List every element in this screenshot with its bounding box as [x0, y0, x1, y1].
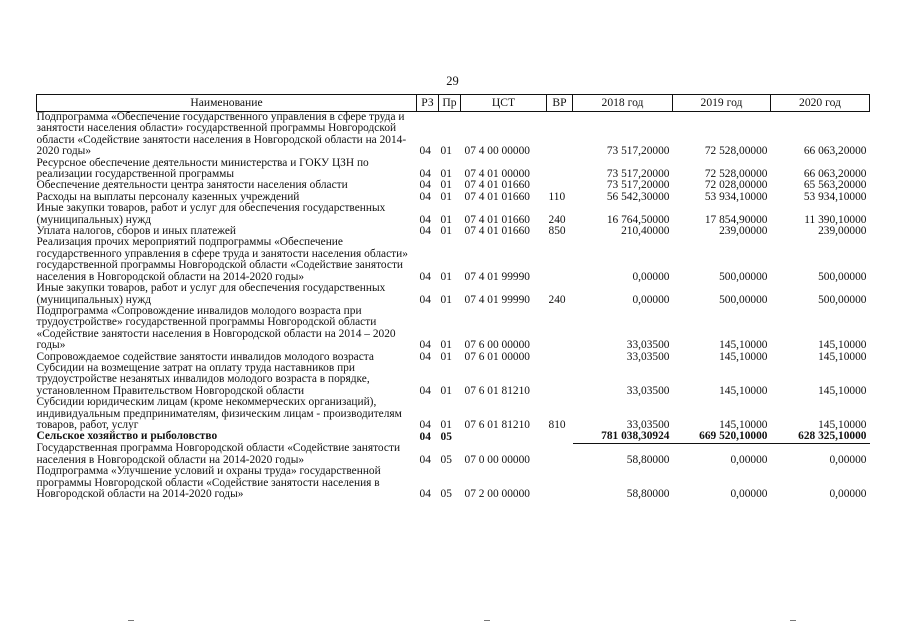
cell-name: Подпрограмма «Обеспечение государственного управления в сфере труда и занятости населения области» государственной программы Новгородской области «Содействие занятости населения в Новгородской области на 2014-2020 годы» — [36, 111, 407, 158]
cell-2020: 11 390,10000 — [804, 213, 867, 226]
cell-name: Субсидии на возмещение затрат на оплату труда наставников при трудоустройстве незанятых инвалидов молодого возраста в порядке, установленном Правительством Новгородской области — [36, 361, 370, 397]
header-rz: РЗ — [417, 95, 439, 112]
cell-name: Государственная программа Новгородской области «Содействие занятости населения в Новгородской области на 2014-2020 годы» — [36, 442, 401, 466]
header-2019: 2019 год — [673, 95, 771, 112]
page-number: 29 — [446, 74, 459, 88]
cell-pr: 01 — [440, 339, 452, 352]
cell-cst: 07 4 01 00000 — [464, 168, 530, 181]
cell-2019: 72 528,00000 — [704, 168, 768, 181]
cell-pr: 01 — [440, 168, 452, 181]
cell-2019: 500,00000 — [719, 270, 768, 283]
cell-2020: 145,10000 — [818, 418, 867, 431]
table-row — [37, 158, 870, 181]
cell-2018: 73 517,20000 — [606, 168, 670, 181]
cell-2018: 58,80000 — [626, 487, 670, 500]
cell-2020: 65 563,20000 — [803, 179, 867, 192]
scan-mark — [790, 620, 796, 621]
cell-cst — [461, 431, 547, 443]
table-body — [37, 112, 870, 501]
cell-name: Ресурсное обеспечение деятельности министерства и ГОКУ ЦЗН по реализации государственной программы — [36, 156, 369, 181]
cell-2019: 72 528,00000 — [704, 145, 768, 158]
cell-vr — [547, 443, 573, 466]
cell-2019: 669 520,10000 — [673, 431, 771, 443]
cell-name: Обеспечение деятельности центра занятости населения области — [36, 179, 348, 192]
cell-2019: 53 934,10000 — [704, 190, 768, 203]
cell-2020: 239,00000 — [818, 225, 867, 238]
cell-rz: 04 — [419, 225, 431, 238]
cell-pr: 01 — [440, 293, 452, 306]
cell-pr: 05 — [440, 453, 452, 466]
cell-2018: 33,03500 — [626, 418, 670, 431]
cell-cst: 07 4 01 01660 — [464, 225, 530, 238]
cell-rz: 04 — [419, 453, 431, 466]
cell-pr: 01 — [440, 145, 452, 158]
cell-vr — [547, 352, 573, 363]
cell-2018: 0,00000 — [632, 293, 670, 306]
cell-cst: 07 6 00 00000 — [464, 339, 530, 352]
cell-vr: 240 — [548, 213, 566, 226]
cell-cst: 07 4 01 99990 — [464, 270, 530, 283]
cell-name: Иные закупки товаров, работ и услуг для обеспечения государственных (муниципальных) нужд — [36, 202, 386, 226]
cell-2019: 145,10000 — [719, 350, 768, 363]
cell-2019: 145,10000 — [719, 418, 768, 431]
cell-pr: 01 — [440, 418, 452, 431]
cell-2018: 33,03500 — [626, 350, 670, 363]
cell-vr — [547, 158, 573, 181]
cell-vr — [547, 306, 573, 352]
cell-2018: 781 038,30924 — [573, 431, 673, 443]
cell-2019: 239,00000 — [719, 225, 768, 238]
cell-vr — [547, 431, 573, 443]
cell-pr: 01 — [440, 384, 452, 397]
cell-2018: 73 517,20000 — [606, 179, 670, 192]
cell-2020: 500,00000 — [818, 293, 867, 306]
cell-vr — [547, 237, 573, 283]
cell-name: Уплата налогов, сборов и иных платежей — [36, 225, 236, 238]
cell-cst: 07 6 01 00000 — [464, 350, 530, 363]
cell-cst: 07 2 00 00000 — [464, 487, 530, 500]
cell-cst: 07 4 01 99990 — [464, 293, 530, 306]
cell-cst: 07 4 01 01660 — [464, 190, 530, 203]
cell-pr: 05 — [440, 487, 452, 500]
cell-vr — [547, 466, 573, 500]
cell-2019: 0,00000 — [730, 453, 768, 466]
cell-pr: 01 — [440, 225, 452, 238]
table-row — [37, 363, 870, 397]
cell-vr: 810 — [548, 418, 566, 431]
cell-vr: 240 — [548, 293, 566, 306]
cell-rz: 04 — [419, 213, 431, 226]
cell-2018: 56 542,30000 — [606, 190, 670, 203]
table-row — [37, 397, 870, 431]
cell-name: Иные закупки товаров, работ и услуг для обеспечения государственных (муниципальных) нужд — [36, 282, 386, 306]
cell-2019: 0,00000 — [730, 487, 768, 500]
table-header-row — [37, 95, 870, 112]
cell-2018: 16 764,50000 — [606, 213, 670, 226]
cell-rz: 04 — [419, 384, 431, 397]
cell-name: Расходы на выплаты персоналу казенных учреждений — [36, 190, 300, 203]
cell-cst: 07 4 00 00000 — [464, 145, 530, 158]
cell-name: Подпрограмма «Сопровождение инвалидов молодого возраста при трудоустройстве» государственной программы Новгородской области «Содействие занятости населения в Новгородской области на 2014 – 2020 годы» — [36, 304, 396, 352]
header-2018: 2018 год — [573, 95, 673, 112]
cell-rz: 04 — [419, 190, 431, 203]
cell-vr — [547, 112, 573, 158]
table-row — [37, 203, 870, 226]
cell-2018: 58,80000 — [626, 453, 670, 466]
cell-2019: 72 028,00000 — [704, 179, 768, 192]
header-name: Наименование — [37, 95, 417, 112]
cell-2018: 210,40000 — [621, 225, 670, 238]
cell-2020: 145,10000 — [818, 350, 867, 363]
header-cst: ЦСТ — [461, 95, 547, 112]
budget-table — [36, 94, 870, 500]
cell-rz: 04 — [419, 168, 431, 181]
cell-2020: 145,10000 — [818, 384, 867, 397]
cell-vr — [547, 363, 573, 397]
cell-2020: 66 063,20000 — [803, 168, 867, 181]
cell-pr: 05 — [440, 430, 452, 443]
cell-name: Сопровождаемое содействие занятости инвалидов молодого возраста — [36, 350, 374, 363]
header-pr: Пр — [439, 95, 461, 112]
cell-rz: 04 — [419, 418, 431, 431]
cell-name: Реализация прочих мероприятий подпрограммы «Обеспечение государственного управления в сфере труда и занятости населения области» государственной программы Новгородской области «Содействие занятости населения в Новгородской области на 2014-2020 годы» — [36, 236, 408, 283]
cell-2018: 33,03500 — [626, 339, 670, 352]
cell-rz: 04 — [419, 145, 431, 158]
header-vr: ВР — [547, 95, 573, 112]
cell-cst: 07 0 00 00000 — [464, 453, 530, 466]
cell-rz: 04 — [419, 339, 431, 352]
cell-cst: 07 6 01 81210 — [464, 384, 530, 397]
cell-rz: 04 — [419, 350, 431, 363]
scan-mark — [128, 620, 134, 621]
table-row — [37, 306, 870, 352]
cell-2020: 145,10000 — [818, 339, 867, 352]
cell-pr: 01 — [440, 213, 452, 226]
cell-2020: 53 934,10000 — [803, 190, 867, 203]
cell-2018: 0,00000 — [632, 270, 670, 283]
scan-mark — [484, 620, 490, 621]
cell-pr: 01 — [440, 179, 452, 192]
cell-2020: 66 063,20000 — [803, 145, 867, 158]
cell-2019: 145,10000 — [719, 339, 768, 352]
cell-2018: 33,03500 — [626, 384, 670, 397]
header-2020: 2020 год — [771, 95, 870, 112]
table-row — [37, 283, 870, 306]
cell-2020: 628 325,10000 — [771, 431, 870, 443]
cell-vr: 110 — [548, 190, 566, 203]
cell-2019: 500,00000 — [719, 293, 768, 306]
cell-rz: 04 — [419, 430, 431, 443]
cell-rz: 04 — [419, 487, 431, 500]
cell-pr: 01 — [440, 350, 452, 363]
cell-cst: 07 6 01 81210 — [464, 418, 530, 431]
table-row — [37, 237, 870, 283]
cell-2020: 0,00000 — [829, 453, 867, 466]
cell-2020: 0,00000 — [829, 487, 867, 500]
cell-rz: 04 — [419, 293, 431, 306]
cell-pr: 01 — [440, 190, 452, 203]
table-row — [37, 443, 870, 466]
cell-rz: 04 — [419, 179, 431, 192]
cell-2019: 17 854,90000 — [704, 213, 768, 226]
cell-name: Сельское хозяйство и рыболовство — [36, 430, 218, 443]
cell-name: Подпрограмма «Улучшение условий и охраны труда» государственной программы Новгородской области «Содействие занятости населения в Новгородской области на 2014-2020 годы» — [36, 465, 381, 500]
cell-vr: 850 — [548, 225, 566, 238]
cell-2019: 145,10000 — [719, 384, 768, 397]
cell-rz: 04 — [419, 270, 431, 283]
table-row — [37, 466, 870, 500]
cell-cst: 07 4 01 01660 — [464, 213, 530, 226]
cell-cst: 07 4 01 01660 — [464, 179, 530, 192]
cell-name: Субсидии юридическим лицам (кроме некоммерческих организаций), индивидуальным предпринимателям, физическим лицам - производителям товаров, работ, услуг — [36, 396, 402, 431]
cell-2020: 500,00000 — [818, 270, 867, 283]
cell-2018: 73 517,20000 — [606, 145, 670, 158]
table-row — [37, 112, 870, 158]
cell-pr: 01 — [440, 270, 452, 283]
